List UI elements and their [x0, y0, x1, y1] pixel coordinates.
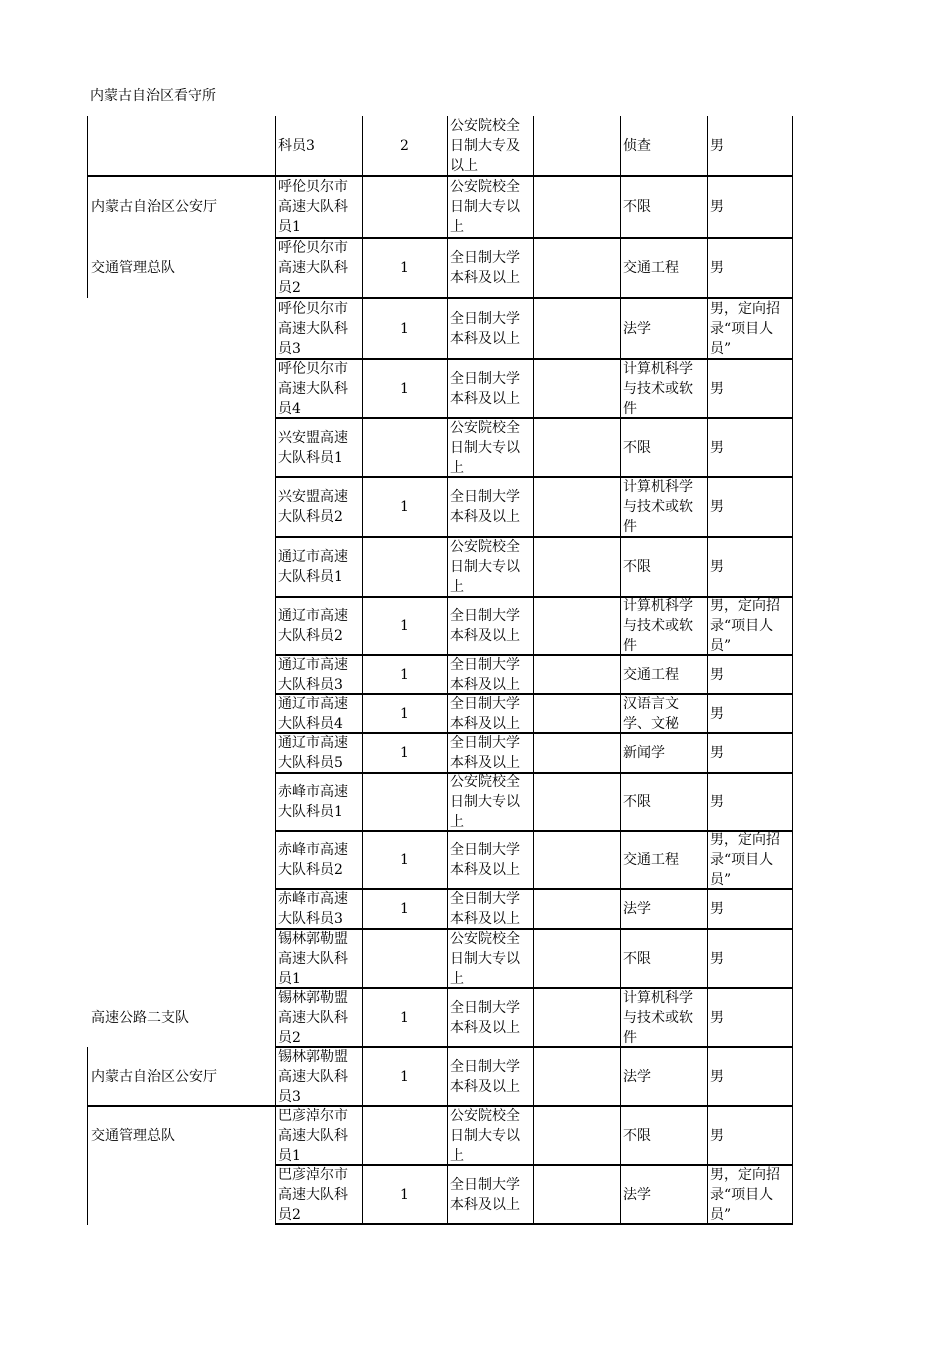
count-cell	[362, 889, 447, 929]
education-cell-text: 全日制大学本科及以上	[450, 999, 520, 1036]
row-divider	[275, 772, 793, 774]
count-cell	[362, 238, 447, 298]
table-bottom-border	[275, 1223, 793, 1225]
major-cell	[620, 359, 707, 418]
position-cell	[275, 298, 362, 359]
position-cell	[275, 116, 362, 176]
row-divider	[275, 987, 793, 989]
major-cell	[620, 694, 707, 733]
education-cell-text: 全日制大学本科及以上	[450, 608, 520, 644]
position-cell-text: 通辽市高速大队科员5	[278, 735, 348, 771]
count-cell-text: 2	[400, 138, 409, 154]
empty-cell	[533, 889, 620, 929]
notes-cell-text: 男	[710, 380, 724, 397]
position-cell-text: 通辽市高速大队科员1	[278, 549, 348, 585]
empty-cell	[533, 176, 620, 238]
position-cell	[275, 889, 362, 929]
unit-label: 交通管理总队	[91, 260, 175, 276]
column-divider	[707, 116, 708, 1225]
notes-cell-text: 男	[710, 1127, 724, 1144]
major-cell-text: 汉语言文学、文秘	[623, 695, 679, 732]
position-cell	[275, 655, 362, 694]
major-cell	[620, 116, 707, 176]
major-cell-text: 计算机科学与技术或软件	[623, 479, 693, 535]
education-cell	[447, 116, 533, 176]
empty-cell	[533, 733, 620, 773]
major-cell	[620, 298, 707, 359]
notes-cell-text: 男	[710, 666, 724, 683]
education-cell	[447, 831, 533, 889]
education-cell	[447, 929, 533, 988]
notes-cell-text: 男	[710, 499, 724, 515]
major-cell-text: 不限	[623, 794, 651, 810]
row-divider	[275, 297, 793, 299]
row-divider	[275, 417, 793, 419]
education-cell	[447, 694, 533, 733]
major-cell	[620, 1047, 707, 1106]
education-cell-text: 全日制大学本科及以上	[450, 250, 520, 286]
position-cell	[275, 477, 362, 537]
notes-cell	[707, 733, 793, 773]
page-title: 内蒙古自治区看守所	[90, 88, 216, 104]
position-cell-text: 通辽市高速大队科员2	[278, 608, 348, 644]
row-divider	[275, 536, 793, 538]
count-cell	[362, 694, 447, 733]
major-cell	[620, 537, 707, 597]
notes-cell	[707, 773, 793, 831]
education-cell-text: 全日制大学本科及以上	[450, 310, 520, 347]
position-cell	[275, 929, 362, 988]
row-divider	[275, 1046, 793, 1048]
position-cell	[275, 1165, 362, 1225]
notes-cell-text: 男	[710, 950, 724, 967]
count-cell-text: 1	[400, 380, 409, 397]
count-cell-text: 1	[400, 260, 409, 276]
count-cell	[362, 1047, 447, 1106]
education-cell	[447, 418, 533, 477]
major-cell-text: 计算机科学与技术或软件	[623, 989, 693, 1046]
major-cell-text: 法学	[623, 320, 651, 337]
count-cell	[362, 1106, 447, 1165]
notes-cell	[707, 889, 793, 929]
row-divider	[275, 928, 793, 930]
empty-cell	[533, 655, 620, 694]
education-cell-text: 公安院校全日制大专以上	[450, 419, 520, 476]
major-cell-text: 不限	[623, 199, 651, 215]
notes-cell-text: 男	[710, 705, 724, 722]
empty-cell	[533, 359, 620, 418]
education-cell	[447, 1106, 533, 1165]
count-cell-text: 1	[400, 852, 409, 868]
notes-cell	[707, 1106, 793, 1165]
notes-cell-text: 男	[710, 138, 724, 154]
major-cell-text: 计算机科学与技术或软件	[623, 598, 693, 654]
empty-cell	[533, 477, 620, 537]
row-divider	[275, 1105, 793, 1107]
major-cell	[620, 418, 707, 477]
position-cell-text: 锡林郭勒盟高速大队科员2	[278, 989, 348, 1046]
position-cell-text: 呼伦贝尔市高速大队科员2	[278, 240, 348, 296]
row-divider	[275, 476, 793, 478]
notes-cell-text: 男，定向招录“项目人员”	[710, 1167, 780, 1223]
position-cell-text: 赤峰市高速大队科员2	[278, 842, 348, 878]
major-cell-text: 不限	[623, 950, 651, 967]
count-cell	[362, 176, 447, 238]
education-cell	[447, 298, 533, 359]
count-cell-text: 1	[400, 320, 409, 337]
column-divider	[620, 116, 621, 1225]
empty-cell	[533, 1047, 620, 1106]
notes-cell	[707, 988, 793, 1047]
education-cell-text: 全日制大学本科及以上	[450, 370, 520, 407]
count-cell	[362, 537, 447, 597]
position-cell	[275, 773, 362, 831]
position-cell-text: 通辽市高速大队科员3	[278, 656, 348, 693]
count-cell	[362, 418, 447, 477]
count-cell-text: 1	[400, 1187, 409, 1203]
major-cell-text: 法学	[623, 901, 651, 917]
major-cell-text: 交通工程	[623, 260, 679, 276]
major-cell-text: 不限	[623, 439, 651, 456]
major-cell-text: 侦查	[623, 138, 651, 154]
count-cell	[362, 733, 447, 773]
empty-cell	[533, 831, 620, 889]
empty-cell	[533, 418, 620, 477]
row-divider	[275, 732, 793, 734]
education-cell-text: 全日制大学本科及以上	[450, 1177, 520, 1213]
count-cell	[362, 298, 447, 359]
position-cell-text: 兴安盟高速大队科员1	[278, 429, 348, 466]
major-cell	[620, 597, 707, 655]
education-cell	[447, 1047, 533, 1106]
row-divider	[275, 693, 793, 695]
row-divider	[275, 1164, 793, 1166]
count-cell-text: 1	[400, 745, 409, 761]
major-cell	[620, 176, 707, 238]
count-cell	[362, 116, 447, 176]
count-cell-text: 1	[400, 499, 409, 515]
notes-cell	[707, 116, 793, 176]
count-cell-text: 1	[400, 705, 409, 722]
major-cell-text: 不限	[623, 559, 651, 575]
notes-cell-text: 男	[710, 1068, 724, 1085]
notes-cell	[707, 655, 793, 694]
position-cell-text: 巴彦淖尔市高速大队科员1	[278, 1107, 348, 1164]
education-cell	[447, 597, 533, 655]
unit-label: 内蒙古自治区公安厅	[91, 1068, 217, 1085]
notes-cell	[707, 694, 793, 733]
row-divider	[275, 830, 793, 832]
position-cell	[275, 597, 362, 655]
unit-label: 高速公路二支队	[91, 1009, 189, 1026]
notes-cell	[707, 418, 793, 477]
major-cell-text: 法学	[623, 1187, 651, 1203]
position-cell-text: 呼伦贝尔市高速大队科员1	[278, 179, 348, 235]
education-cell	[447, 1165, 533, 1225]
major-cell	[620, 889, 707, 929]
notes-cell	[707, 597, 793, 655]
education-cell	[447, 477, 533, 537]
education-cell	[447, 537, 533, 597]
education-cell-text: 全日制大学本科及以上	[450, 891, 520, 927]
notes-cell-text: 男，定向招录“项目人员”	[710, 832, 780, 888]
empty-cell	[533, 1106, 620, 1165]
major-cell	[620, 477, 707, 537]
count-cell	[362, 773, 447, 831]
notes-cell-text: 男	[710, 794, 724, 810]
column-divider	[362, 116, 363, 1225]
education-cell	[447, 655, 533, 694]
major-cell	[620, 773, 707, 831]
count-cell	[362, 1165, 447, 1225]
empty-cell	[533, 298, 620, 359]
notes-cell	[707, 477, 793, 537]
position-cell	[275, 359, 362, 418]
position-cell	[275, 831, 362, 889]
position-cell	[275, 1047, 362, 1106]
notes-cell	[707, 298, 793, 359]
education-cell-text: 公安院校全日制大专以上	[450, 930, 520, 987]
education-cell	[447, 238, 533, 298]
major-cell	[620, 988, 707, 1047]
education-cell-text: 公安院校全日制大专以上	[450, 179, 520, 235]
empty-cell	[533, 537, 620, 597]
notes-cell	[707, 537, 793, 597]
education-cell	[447, 988, 533, 1047]
notes-cell	[707, 1047, 793, 1106]
education-cell-text: 全日制大学本科及以上	[450, 489, 520, 525]
position-cell-text: 呼伦贝尔市高速大队科员3	[278, 300, 348, 357]
notes-cell	[707, 238, 793, 298]
row-divider	[275, 888, 793, 890]
education-cell	[447, 359, 533, 418]
empty-cell	[533, 597, 620, 655]
column-divider	[792, 116, 793, 1225]
row-divider	[275, 175, 793, 177]
position-cell	[275, 176, 362, 238]
notes-cell	[707, 359, 793, 418]
notes-cell-text: 男	[710, 901, 724, 917]
empty-cell	[533, 929, 620, 988]
notes-cell	[707, 176, 793, 238]
position-cell	[275, 537, 362, 597]
position-cell-text: 通辽市高速大队科员4	[278, 695, 348, 732]
unit-label: 交通管理总队	[91, 1127, 175, 1144]
major-cell	[620, 831, 707, 889]
education-cell	[447, 773, 533, 831]
notes-cell	[707, 1165, 793, 1225]
position-cell	[275, 988, 362, 1047]
position-cell	[275, 694, 362, 733]
education-cell-text: 公安院校全日制大专以上	[450, 1107, 520, 1164]
row-divider	[275, 237, 793, 239]
row-divider	[275, 358, 793, 360]
unit-column-border	[87, 116, 88, 298]
education-cell-text: 全日制大学本科及以上	[450, 735, 520, 771]
major-cell	[620, 733, 707, 773]
education-cell-text: 全日制大学本科及以上	[450, 842, 520, 878]
count-cell	[362, 831, 447, 889]
position-cell	[275, 733, 362, 773]
position-cell-text: 赤峰市高速大队科员1	[278, 784, 348, 820]
notes-cell-text: 男	[710, 1009, 724, 1026]
education-cell	[447, 176, 533, 238]
education-cell-text: 公安院校全日制大专及以上	[450, 118, 520, 174]
notes-cell-text: 男	[710, 199, 724, 215]
column-divider	[447, 116, 448, 1225]
count-cell-text: 1	[400, 1068, 409, 1085]
count-cell	[362, 655, 447, 694]
count-cell-text: 1	[400, 1009, 409, 1026]
empty-cell	[533, 1165, 620, 1225]
notes-cell-text: 男，定向招录“项目人员”	[710, 300, 780, 357]
position-cell-text: 兴安盟高速大队科员2	[278, 489, 348, 525]
unit-divider	[87, 175, 275, 177]
empty-cell	[533, 988, 620, 1047]
empty-cell	[533, 238, 620, 298]
major-cell-text: 交通工程	[623, 666, 679, 683]
position-cell	[275, 1106, 362, 1165]
row-divider	[275, 596, 793, 598]
column-divider	[533, 116, 534, 1225]
count-cell	[362, 477, 447, 537]
major-cell-text: 不限	[623, 1127, 651, 1144]
count-cell-text: 1	[400, 901, 409, 917]
notes-cell	[707, 831, 793, 889]
major-cell-text: 法学	[623, 1068, 651, 1085]
major-cell	[620, 655, 707, 694]
notes-cell-text: 男	[710, 260, 724, 276]
education-cell-text: 全日制大学本科及以上	[450, 695, 520, 732]
row-divider	[275, 654, 793, 656]
education-cell-text: 公安院校全日制大专以上	[450, 774, 520, 830]
position-cell	[275, 418, 362, 477]
education-cell	[447, 733, 533, 773]
notes-cell-text: 男	[710, 559, 724, 575]
position-cell	[275, 238, 362, 298]
count-cell	[362, 597, 447, 655]
education-cell-text: 全日制大学本科及以上	[450, 1058, 520, 1095]
major-cell-text: 计算机科学与技术或软件	[623, 360, 693, 417]
count-cell-text: 1	[400, 618, 409, 634]
position-cell-text: 科员3	[278, 138, 315, 154]
education-cell	[447, 889, 533, 929]
count-cell	[362, 929, 447, 988]
major-cell	[620, 238, 707, 298]
education-cell-text: 公安院校全日制大专以上	[450, 539, 520, 595]
notes-cell-text: 男，定向招录“项目人员”	[710, 598, 780, 654]
unit-column-border	[87, 1047, 88, 1225]
position-cell-text: 赤峰市高速大队科员3	[278, 891, 348, 927]
major-cell	[620, 929, 707, 988]
empty-cell	[533, 694, 620, 733]
major-cell-text: 交通工程	[623, 852, 679, 868]
notes-cell-text: 男	[710, 745, 724, 761]
unit-label: 内蒙古自治区公安厅	[91, 199, 217, 215]
count-cell-text: 1	[400, 666, 409, 683]
major-cell	[620, 1106, 707, 1165]
empty-cell	[533, 773, 620, 831]
major-cell-text: 新闻学	[623, 745, 665, 761]
position-cell-text: 巴彦淖尔市高速大队科员2	[278, 1167, 348, 1223]
empty-cell	[533, 116, 620, 176]
position-cell-text: 锡林郭勒盟高速大队科员3	[278, 1048, 348, 1105]
major-cell	[620, 1165, 707, 1225]
position-cell-text: 呼伦贝尔市高速大队科员4	[278, 360, 348, 417]
notes-cell	[707, 929, 793, 988]
position-cell-text: 锡林郭勒盟高速大队科员1	[278, 930, 348, 987]
column-divider	[275, 116, 276, 1225]
notes-cell-text: 男	[710, 439, 724, 456]
unit-divider	[87, 1105, 275, 1107]
count-cell	[362, 988, 447, 1047]
count-cell	[362, 359, 447, 418]
education-cell-text: 全日制大学本科及以上	[450, 656, 520, 693]
